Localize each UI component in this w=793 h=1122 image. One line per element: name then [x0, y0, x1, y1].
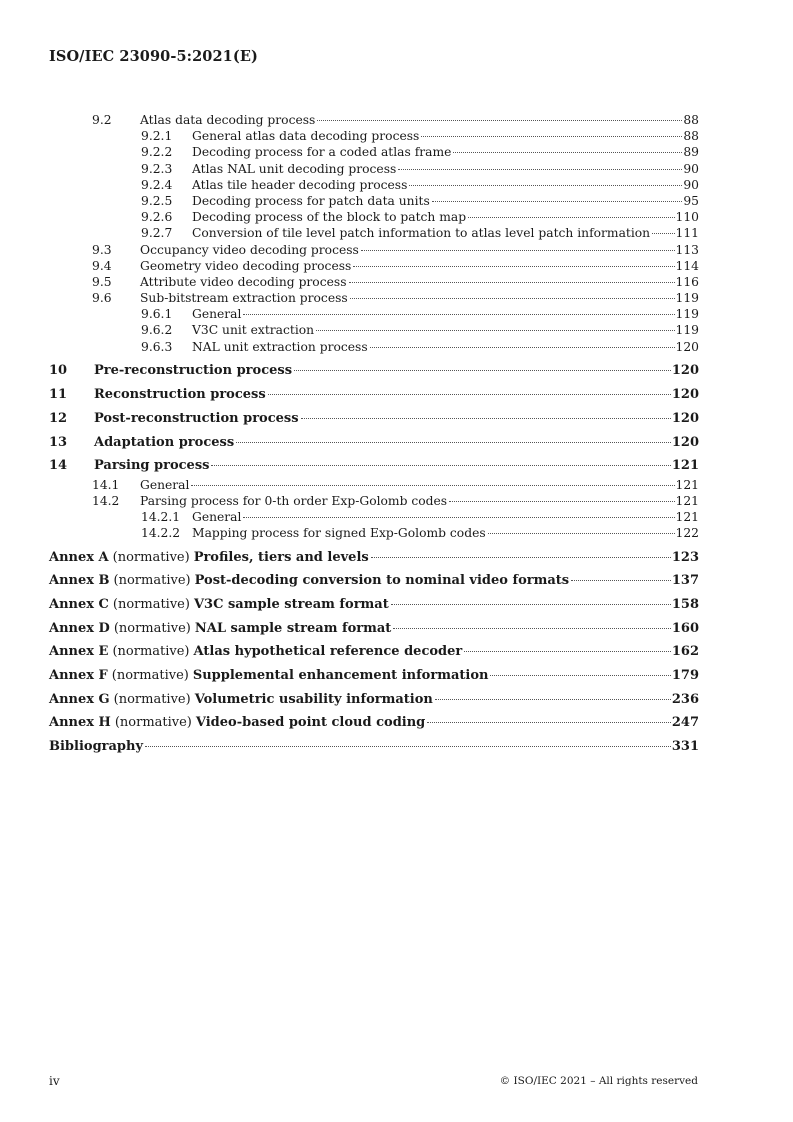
toc-entry-title: Attribute video decoding process [140, 274, 347, 289]
toc-leader-dots [294, 370, 671, 371]
toc-annex-entry[interactable] [49, 569, 699, 593]
toc-entry-page: 110 [675, 210, 699, 225]
toc-leader-dots [391, 604, 671, 605]
toc-annex-label: Annex G [49, 691, 110, 707]
toc-entry-number: 9.6 [92, 291, 112, 306]
toc-entry-title: Adaptation process [94, 434, 235, 450]
toc-entry-page: 120 [675, 339, 699, 354]
table-of-contents [49, 112, 699, 759]
toc-clause-14-subentries [49, 477, 699, 542]
toc-entry-number: 9.4 [92, 258, 112, 273]
toc-clause-entry[interactable] [49, 431, 699, 455]
toc-entry-title: Conversion of tile level patch information to atlas level patch information [192, 226, 651, 241]
toc-clause-14-group [49, 455, 699, 542]
toc-subclause-entry[interactable] [49, 509, 699, 525]
toc-entry-number: 14.1 [92, 477, 120, 492]
toc-entry-title: Decoding process for patch data units [192, 193, 430, 208]
toc-entry-page: 162 [671, 644, 699, 660]
toc-annex-entry[interactable] [49, 546, 699, 570]
toc-entry-page: 111 [675, 226, 699, 241]
toc-annex-type: (normative) [112, 644, 190, 660]
toc-entry-title: Atlas hypothetical reference decoder [193, 644, 463, 660]
toc-leader-dots [301, 418, 671, 419]
toc-entry-page: 121 [675, 510, 699, 525]
toc-annex-label: Annex C [49, 596, 109, 612]
toc-subclause-entry[interactable] [49, 306, 699, 322]
toc-subclause-entry[interactable] [49, 225, 699, 241]
toc-entry-number: 11 [49, 386, 68, 402]
toc-subclause-entry[interactable] [49, 193, 699, 209]
footer-page-number: iv [49, 1074, 60, 1088]
toc-entry-number: 9.3 [92, 242, 112, 257]
toc-entry-number: 14 [49, 457, 68, 473]
toc-entry-number: 12 [49, 410, 68, 426]
toc-entry-page: 247 [671, 715, 699, 731]
toc-entry-title: Post-reconstruction process [94, 410, 299, 426]
toc-entry-page: 120 [671, 410, 699, 426]
toc-leader-dots [145, 746, 671, 747]
toc-subclause-entry[interactable] [49, 258, 699, 274]
toc-leader-dots [435, 699, 671, 700]
toc-entry-page: 95 [683, 193, 699, 208]
toc-clauses-group [49, 359, 699, 455]
toc-entry-page: 119 [675, 323, 699, 338]
toc-clause-entry[interactable] [49, 359, 699, 383]
toc-subclause-entry[interactable] [49, 177, 699, 193]
toc-leader-dots [449, 501, 674, 502]
toc-entry-title: Sub-bitstream extraction process [140, 291, 348, 306]
toc-entry-page: 179 [671, 668, 699, 683]
toc-entry-page: 88 [683, 113, 699, 127]
toc-entry-title: Supplemental enhancement information [192, 668, 489, 683]
toc-entry-number: 10 [49, 362, 68, 378]
toc-leader-dots [191, 485, 674, 486]
toc-subclause-entry[interactable] [49, 242, 699, 258]
toc-leader-dots [490, 675, 670, 676]
toc-annexes-group [49, 546, 699, 736]
toc-entry-title: Decoding process of the block to patch map [192, 210, 467, 225]
toc-entry-title: Video-based point cloud coding [195, 715, 426, 731]
toc-entry-number: 9.6.1 [141, 307, 173, 322]
toc-leader-dots [409, 185, 682, 186]
toc-leader-dots [317, 120, 682, 121]
toc-entry-title: General [140, 477, 190, 492]
toc-entry-number: 9.2.2 [141, 145, 173, 160]
toc-entry-page: 137 [671, 573, 699, 589]
toc-entry-page: 331 [671, 739, 699, 755]
toc-subclause-entry[interactable] [49, 493, 699, 509]
toc-annex-entry[interactable] [49, 617, 699, 641]
toc-annex-label: Annex H [49, 715, 111, 731]
toc-entry-page: 113 [675, 242, 699, 257]
toc-entry-number: 9.2.1 [141, 129, 173, 144]
toc-leader-dots [421, 136, 682, 137]
toc-leader-dots [393, 628, 671, 629]
toc-leader-dots [211, 465, 670, 466]
toc-entry-title: Decoding process for a coded atlas frame [192, 145, 452, 160]
toc-entry-title: Atlas data decoding process [140, 113, 316, 127]
toc-annex-entry[interactable] [49, 711, 699, 735]
toc-annex-label: Annex F [49, 668, 108, 683]
toc-clause-entry[interactable] [49, 383, 699, 407]
toc-entry-title: Parsing process [94, 457, 210, 473]
toc-annex-entry[interactable] [49, 664, 699, 688]
toc-subclause-entry[interactable] [49, 322, 699, 338]
toc-leader-dots [652, 233, 674, 234]
toc-entry-page: 121 [675, 477, 699, 492]
toc-annex-type: (normative) [113, 691, 191, 707]
toc-entry-page: 119 [675, 291, 699, 306]
toc-entry-title: Reconstruction process [94, 386, 266, 402]
toc-subclause-entry[interactable] [49, 209, 699, 225]
toc-clause-entry[interactable] [49, 455, 699, 477]
toc-entry-number: 9.2.4 [141, 177, 173, 192]
toc-subclause-entry[interactable] [49, 274, 699, 290]
toc-annex-type: (normative) [113, 573, 191, 589]
toc-subclause-entry[interactable] [49, 112, 699, 128]
toc-leader-dots [361, 250, 675, 251]
toc-entry-title: Pre-reconstruction process [94, 362, 293, 378]
toc-annex-type: (normative) [112, 596, 190, 612]
toc-entry-page: 236 [671, 691, 699, 707]
toc-entry-number: 9.6.2 [141, 323, 173, 338]
toc-leader-dots [243, 314, 674, 315]
toc-subclause-entry[interactable] [49, 161, 699, 177]
toc-annex-label: Annex E [49, 644, 109, 660]
toc-subclause-entry[interactable] [49, 477, 699, 493]
toc-entry-title: V3C unit extraction [192, 323, 315, 338]
toc-annex-label: Annex B [49, 573, 110, 589]
toc-leader-dots [371, 557, 671, 558]
toc-annex-label: Annex A [49, 549, 109, 565]
toc-entry-page: 88 [683, 129, 699, 144]
toc-entry-number: 9.2.7 [141, 226, 173, 241]
toc-entry-number: 14.2 [92, 494, 120, 508]
footer-copyright: © ISO/IEC 2021 – All rights reserved [499, 1075, 698, 1087]
toc-leader-dots [370, 347, 675, 348]
toc-entry-number: 9.6.3 [141, 339, 173, 354]
toc-annex-type: (normative) [111, 668, 189, 683]
toc-annex-entry[interactable] [49, 640, 699, 664]
toc-leader-dots [571, 580, 671, 581]
toc-leader-dots [236, 442, 671, 443]
toc-leader-dots [398, 169, 682, 170]
toc-entry-title: Mapping process for signed Exp-Golomb codes [192, 526, 486, 541]
toc-entry-number: 14.2.1 [141, 510, 181, 525]
toc-leader-dots [349, 282, 675, 283]
toc-annex-entry[interactable] [49, 593, 699, 617]
toc-entry-title: Profiles, tiers and levels [193, 549, 369, 565]
toc-entry-number: 14.2.2 [141, 526, 181, 541]
toc-entry-title: V3C sample stream format [193, 596, 389, 612]
toc-annex-type: (normative) [114, 715, 192, 731]
toc-leader-dots [464, 651, 671, 652]
toc-entry-page: 120 [671, 386, 699, 402]
toc-annex-type: (normative) [113, 620, 191, 636]
toc-entry-page: 121 [671, 457, 699, 473]
toc-entry-page: 114 [675, 258, 699, 273]
toc-entry-title: Volumetric usability information [194, 691, 433, 707]
toc-leader-dots [243, 517, 674, 518]
toc-entry-title: NAL sample stream format [194, 620, 392, 636]
toc-subclause-entry[interactable] [49, 339, 699, 355]
toc-leader-dots [350, 298, 675, 299]
toc-subclause-entry[interactable] [49, 144, 699, 160]
toc-entry-page: 158 [671, 596, 699, 612]
toc-entry-title: NAL unit extraction process [192, 339, 368, 354]
toc-leader-dots [316, 330, 674, 331]
toc-entry-title: Atlas tile header decoding process [192, 177, 408, 192]
toc-clause-entry[interactable] [49, 407, 699, 431]
toc-entry-number: 9.5 [92, 274, 112, 289]
toc-entry-number: 9.2.3 [141, 161, 173, 176]
toc-bibliography-entry[interactable] [49, 735, 699, 759]
toc-entry-page: 160 [671, 620, 699, 636]
toc-entry-page: 120 [671, 362, 699, 378]
toc-entry-title: General [192, 510, 242, 525]
toc-entry-page: 121 [675, 494, 699, 508]
toc-annex-type: (normative) [112, 549, 190, 565]
toc-leader-dots [453, 152, 682, 153]
toc-entry-title: Parsing process for 0-th order Exp-Golomb codes [140, 494, 448, 508]
toc-leader-dots [268, 394, 671, 395]
toc-leader-dots [427, 722, 671, 723]
toc-entry-number: 13 [49, 434, 68, 450]
toc-entry-number: 9.2 [92, 113, 112, 127]
toc-entry-title: Bibliography [49, 739, 144, 755]
toc-entry-page: 89 [683, 145, 699, 160]
toc-entry-number: 9.2.5 [141, 193, 173, 208]
toc-entry-title: General [192, 307, 242, 322]
toc-entry-title: Atlas NAL unit decoding process [192, 161, 397, 176]
toc-entry-page: 90 [683, 161, 699, 176]
toc-entry-page: 90 [683, 177, 699, 192]
toc-entry-page: 119 [675, 307, 699, 322]
toc-entry-page: 123 [671, 549, 699, 565]
toc-subclause-entry[interactable] [49, 525, 699, 541]
toc-entry-number: 9.2.6 [141, 210, 173, 225]
toc-leader-dots [353, 266, 674, 267]
toc-entry-page: 116 [675, 274, 699, 289]
toc-entry-title: Post-decoding conversion to nominal video formats [194, 573, 570, 589]
toc-entry-page: 122 [675, 526, 699, 541]
toc-section-9-group [49, 112, 699, 355]
toc-annex-label: Annex D [49, 620, 110, 636]
toc-subclause-entry[interactable] [49, 128, 699, 144]
toc-annex-entry[interactable] [49, 688, 699, 712]
toc-leader-dots [488, 533, 675, 534]
toc-entry-title: Geometry video decoding process [140, 258, 352, 273]
document-id-header: ISO/IEC 23090-5:2021(E) [49, 48, 258, 65]
toc-leader-dots [468, 217, 674, 218]
toc-entry-title: General atlas data decoding process [192, 129, 420, 144]
toc-leader-dots [432, 201, 683, 202]
toc-entry-title: Occupancy video decoding process [140, 242, 359, 257]
toc-subclause-entry[interactable] [49, 290, 699, 306]
toc-entry-page: 120 [671, 434, 699, 450]
